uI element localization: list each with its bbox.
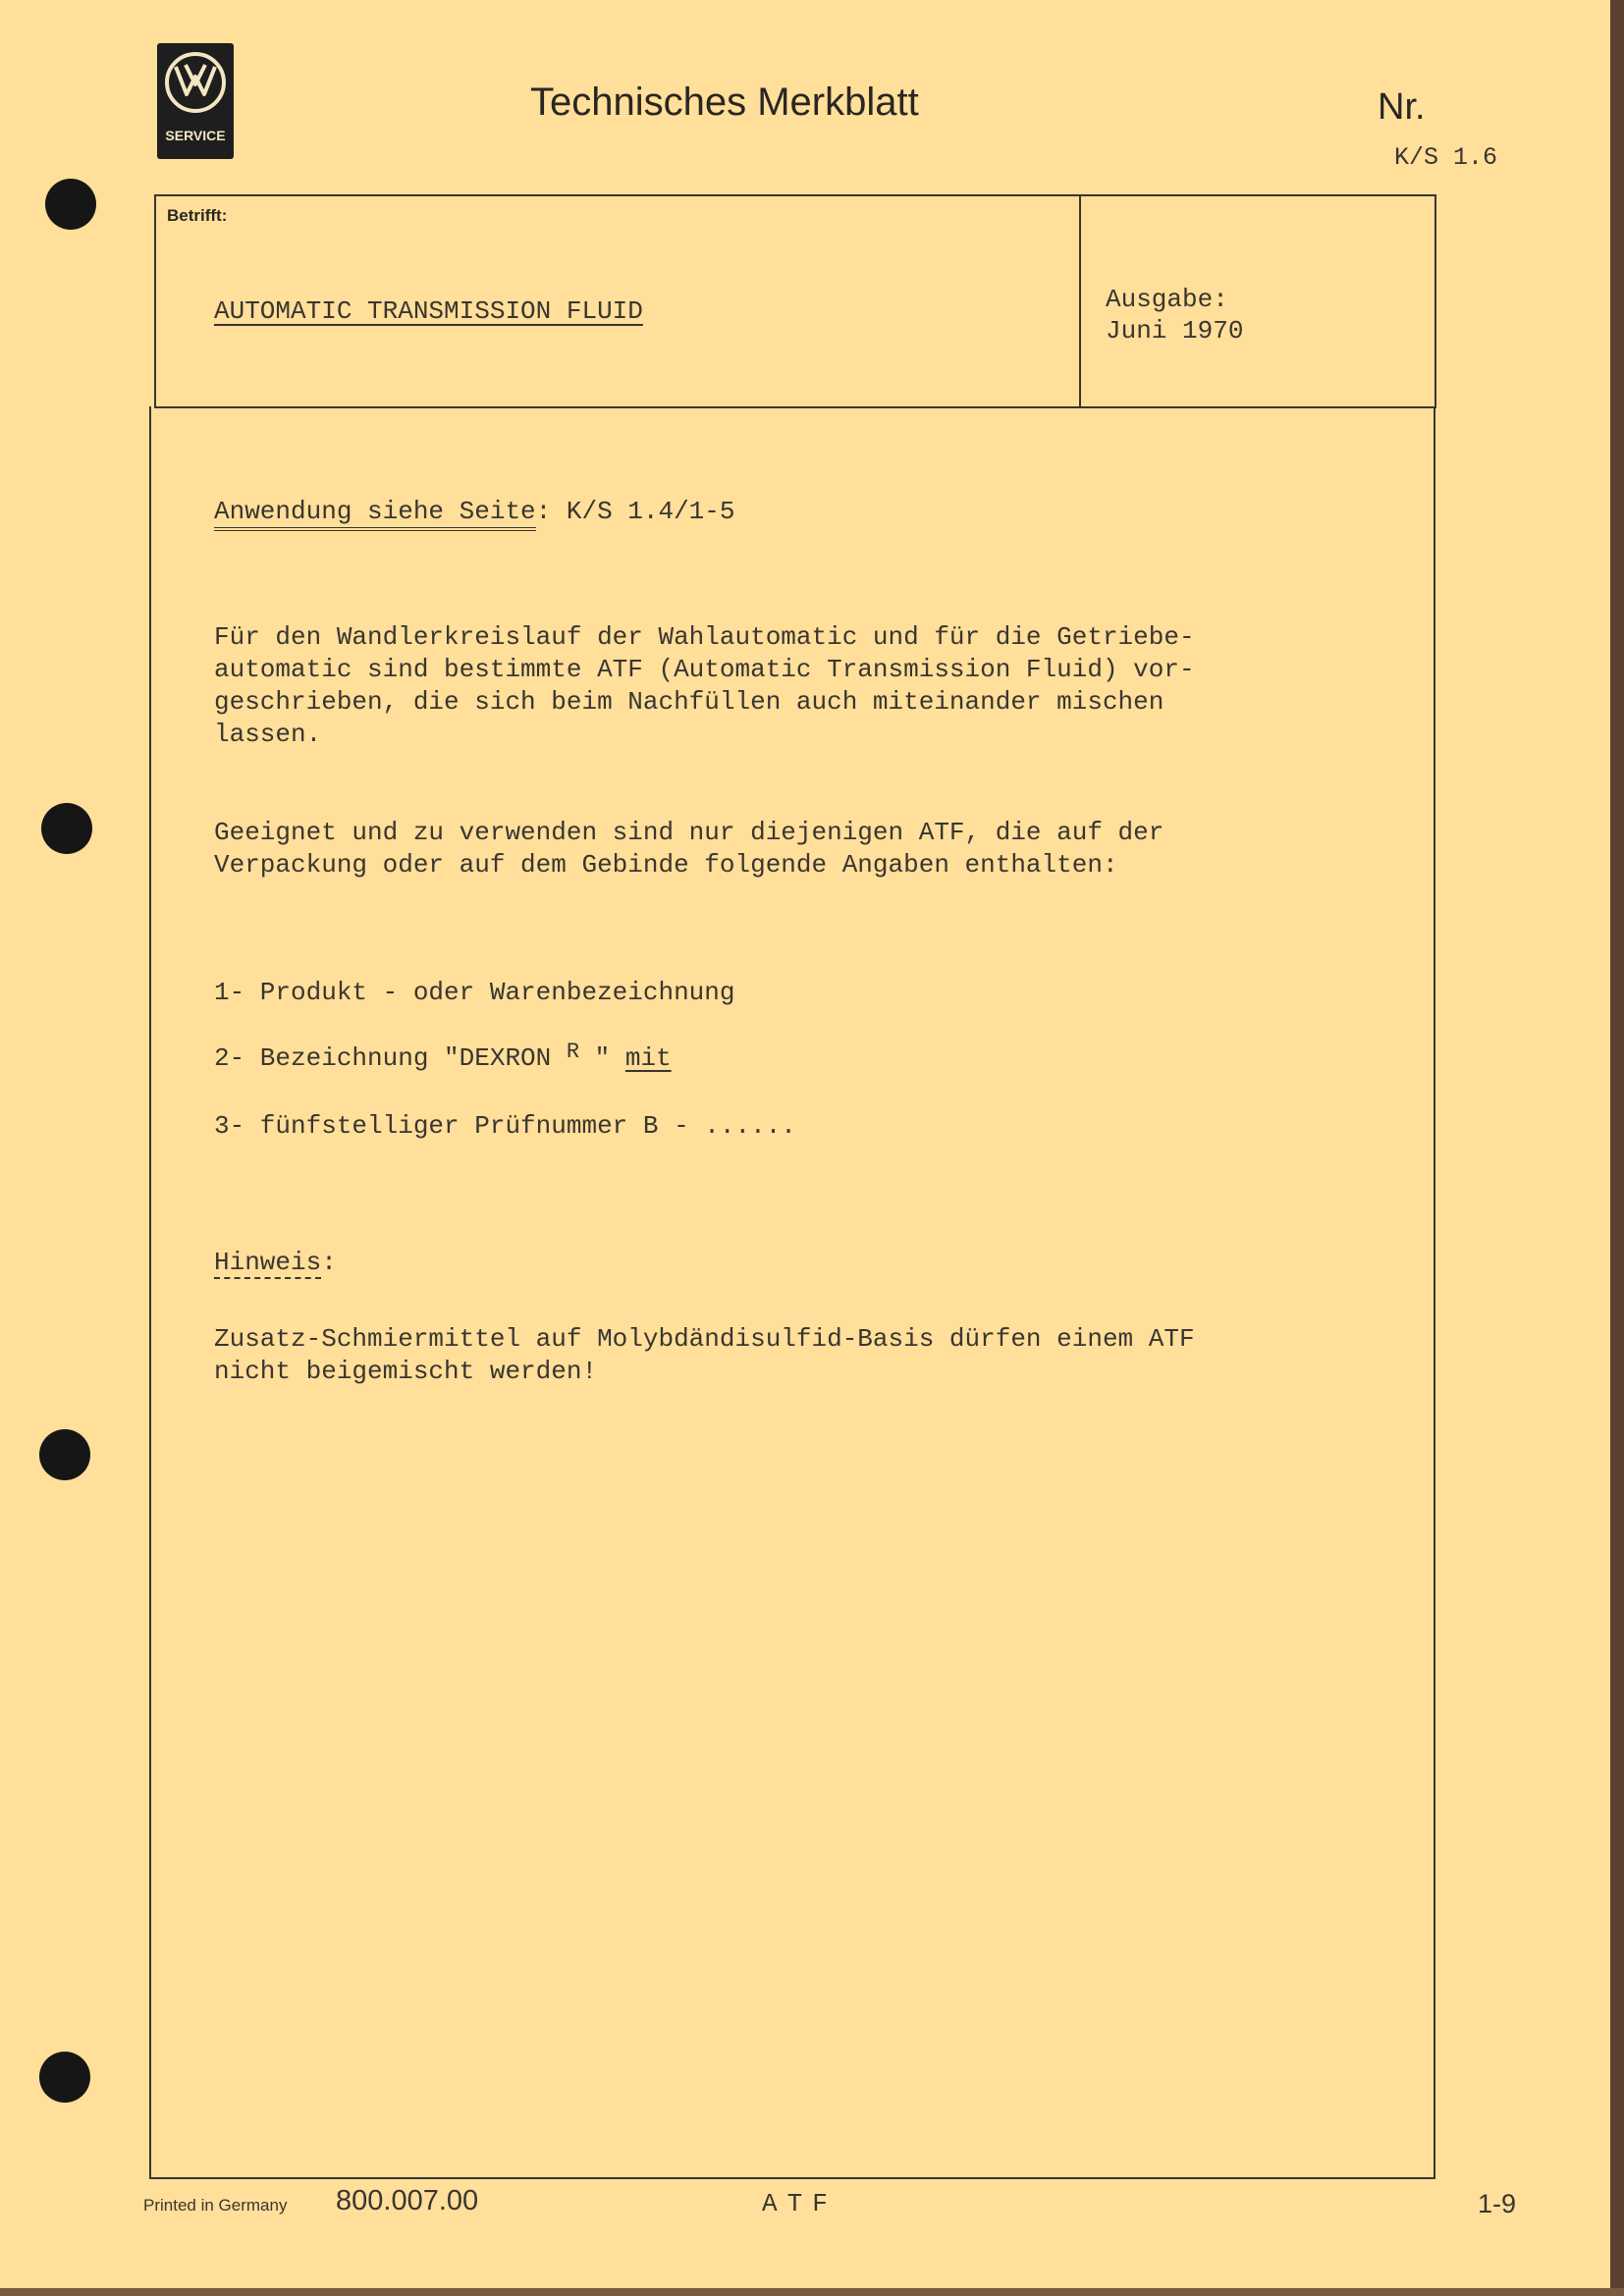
- footer-code: 800.007.00: [336, 2185, 479, 2216]
- anwendung-line: [214, 496, 735, 528]
- ausgabe-label: Ausgabe:: [1106, 285, 1228, 314]
- registered-mark: R: [566, 1040, 580, 1064]
- paragraph-2-line-1: Geeignet und zu verwenden sind nur diejenigen ATF, die auf der: [214, 818, 1164, 847]
- nr-value: K/S 1.6: [1394, 143, 1498, 172]
- logo-service-label: SERVICE: [165, 128, 226, 143]
- anwendung-value: : K/S 1.4/1-5: [535, 497, 735, 526]
- subject-box-divider: [1079, 194, 1081, 408]
- hinweis-line-2: nicht beigemischt werden!: [214, 1357, 598, 1386]
- hinweis-heading: [214, 1247, 337, 1279]
- footer-printed-in: Printed in Germany: [143, 2196, 288, 2215]
- punch-hole-3: [39, 1429, 90, 1480]
- footer-atf: ATF: [762, 2189, 838, 2218]
- list-item-3: 3- fünfstelliger Prüfnummer B - ......: [214, 1111, 796, 1141]
- nr-label: Nr.: [1378, 86, 1426, 128]
- scan-edge-bottom: [0, 2288, 1624, 2296]
- paragraph-2-line-2: Verpackung oder auf dem Gebinde folgende Angaben enthalten:: [214, 850, 1118, 880]
- vw-emblem-icon: [164, 51, 227, 114]
- list-item-1: 1- Produkt - oder Warenbezeichnung: [214, 978, 735, 1007]
- punch-hole-2: [41, 803, 92, 854]
- list-item-2-prefix: 2- Bezeichnung "DEXRON: [214, 1043, 567, 1073]
- punch-hole-1: [45, 179, 96, 230]
- vw-service-logo: [157, 43, 234, 159]
- hinweis-label: Hinweis: [214, 1248, 322, 1277]
- paragraph-1-line-2: automatic sind bestimmte ATF (Automatic Transmission Fluid) vor-: [214, 655, 1195, 684]
- ausgabe-value: Juni 1970: [1106, 316, 1244, 346]
- paragraph-1-line-1: Für den Wandlerkreislauf der Wahlautomatic und für die Getriebe-: [214, 622, 1195, 652]
- scan-edge-right: [1610, 0, 1624, 2296]
- anwendung-label: Anwendung siehe Seite: [214, 497, 536, 531]
- hinweis-colon: :: [321, 1248, 337, 1277]
- hinweis-line-1: Zusatz-Schmiermittel auf Molybdändisulfid-Basis dürfen einem ATF: [214, 1324, 1195, 1354]
- paragraph-1-line-4: lassen.: [214, 720, 322, 749]
- paragraph-1-line-3: geschrieben, die sich beim Nachfüllen auch miteinander mischen: [214, 687, 1164, 717]
- punch-hole-4: [39, 2052, 90, 2103]
- list-item-2-suffix: ": [579, 1043, 625, 1073]
- page-title: Technisches Merkblatt: [530, 80, 919, 124]
- betrifft-label: Betrifft:: [167, 206, 228, 225]
- subject-title: AUTOMATIC TRANSMISSION FLUID: [214, 296, 643, 326]
- list-item-2: [214, 1042, 672, 1076]
- list-item-2-mit: mit: [624, 1043, 672, 1073]
- footer-page-number: 1-9: [1478, 2189, 1517, 2218]
